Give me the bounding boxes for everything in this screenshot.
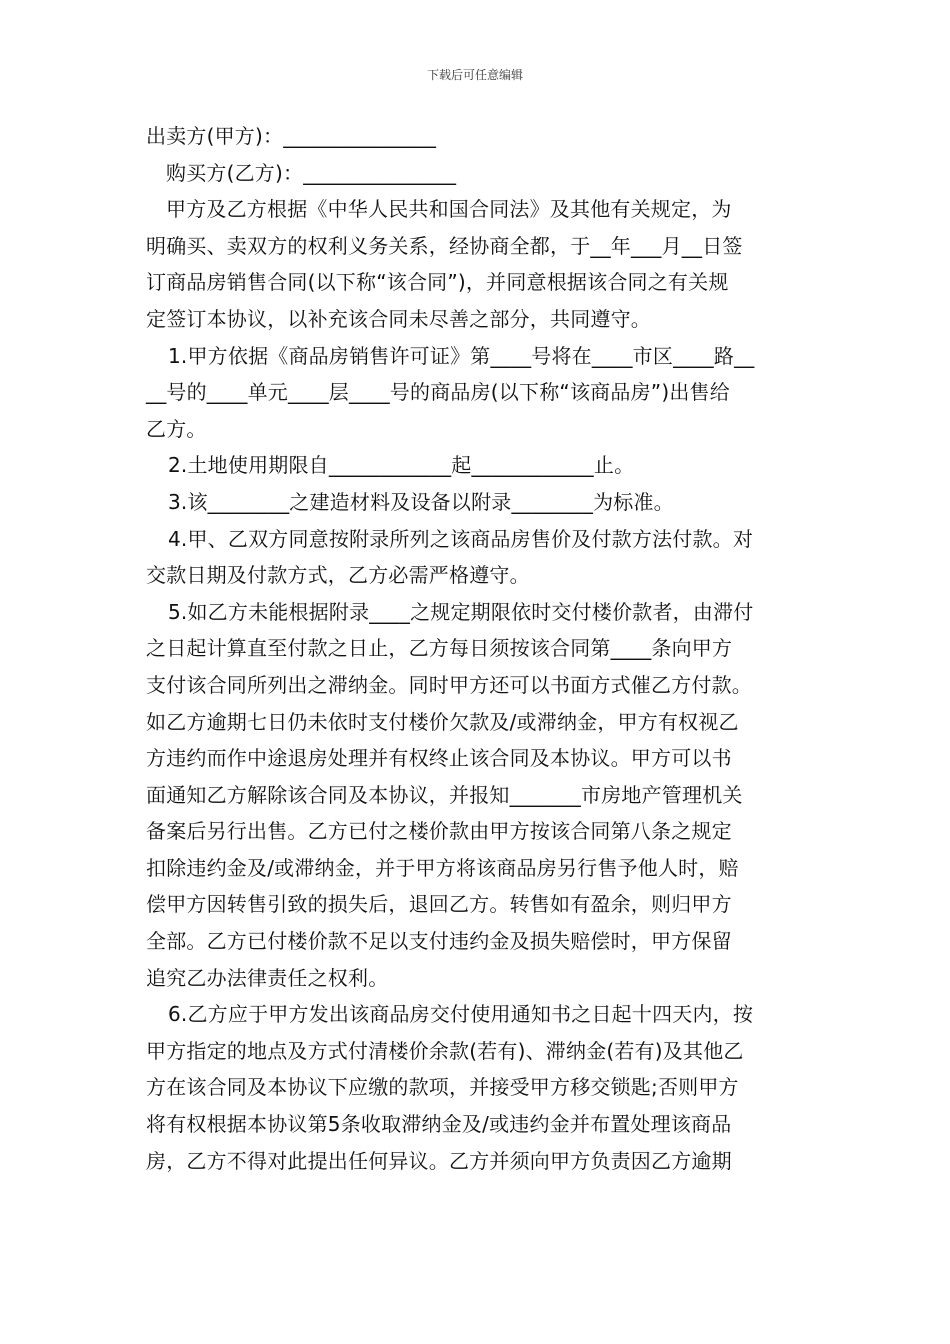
clause-1-line: 1.甲方依据《商品房销售许可证》第____号将在____市区____路__ [168, 343, 755, 368]
buyer-line: 购买方(乙方)：_______________ [166, 160, 457, 185]
clause-4-line: 交款日期及付款方式，乙方必需严格遵守。 [146, 563, 530, 588]
clause-5-line: 备案后另行出售。乙方已付之楼价款由甲方按该合同第八条之规定 [146, 819, 732, 844]
seller-line: 出卖方(甲方)：_______________ [146, 124, 437, 148]
clause-6-line: 方在该合同及本协议下应缴的款项，并接受甲方移交锁匙;否则甲方 [146, 1075, 739, 1100]
clause-5-line: 全部。乙方已付楼价款不足以支付违约金及损失赔偿时，甲方保留 [146, 929, 732, 954]
clause-5-line: 方违约而作中途退房处理并有权终止该合同及本协议。甲方可以书 [146, 746, 732, 771]
clause-5-line: 之日起计算直至付款之日止，乙方每日须按该合同第____条向甲方 [146, 636, 733, 661]
clause-5-line: 5.如乙方未能根据附录____之规定期限依时交付楼价款者，由滞付 [168, 599, 754, 624]
preamble-line: 甲方及乙方根据《中华人民共和国合同法》及其他有关规定，为 [166, 197, 732, 222]
clause-5-line: 偿甲方因转售引致的损失后，退回乙方。转售如有盈余，则归甲方 [146, 892, 732, 917]
contract-body [146, 118, 806, 1179]
clause-1-line: 乙方。 [146, 416, 207, 441]
preamble-line: 订商品房销售合同(以下称“该合同”)，并同意根据该合同之有关规 [146, 270, 729, 295]
clause-5-line: 支付该合同所列出之滞纳金。同时甲方还可以书面方式催乙方付款。 [146, 672, 752, 697]
clause-5-line: 面通知乙方解除该合同及本协议，并报知_______市房地产管理机关 [146, 782, 743, 807]
clause-2-line: 2.土地使用期限自____________起____________止。 [168, 453, 635, 478]
clause-1-line: __号的____单元____层____号的商品房(以下称“该商品房”)出售给 [146, 380, 730, 405]
clause-6-line: 房，乙方不得对此提出任何异议。乙方并须向甲方负责因乙方逾期 [146, 1148, 732, 1173]
clause-6-line: 甲方指定的地点及方式付清楼价余款(若有)、滞纳金(若有)及其他乙 [146, 1038, 744, 1063]
clause-6-line: 将有权根据本协议第5条收取滞纳金及/或违约金并布置处理该商品 [146, 1112, 732, 1137]
clause-5-line: 追究乙办法律责任之权利。 [146, 965, 389, 990]
page-header: 下载后可任意编辑 [426, 68, 523, 82]
clause-3-line: 3.该________之建造材料及设备以附录________为标准。 [168, 489, 674, 514]
preamble-line: 明确买、卖双方的权利义务关系，经协商全都，于__年___月__日签 [146, 233, 743, 258]
preamble-line: 定签订本协议，以补充该合同未尽善之部分，共同遵守。 [146, 306, 651, 331]
clause-5-line: 扣除违约金及/或滞纳金，并于甲方将该商品房另行售予他人时，赔 [146, 855, 739, 880]
clause-6-line: 6.乙方应于甲方发出该商品房交付使用通知书之日起十四天内，按 [168, 1002, 754, 1027]
clause-4-line: 4.甲、乙双方同意按附录所列之该商品房售价及付款方法付款。对 [168, 526, 754, 551]
clause-5-line: 如乙方逾期七日仍未依时支付楼价欠款及/或滞纳金，甲方有权视乙 [146, 709, 739, 734]
